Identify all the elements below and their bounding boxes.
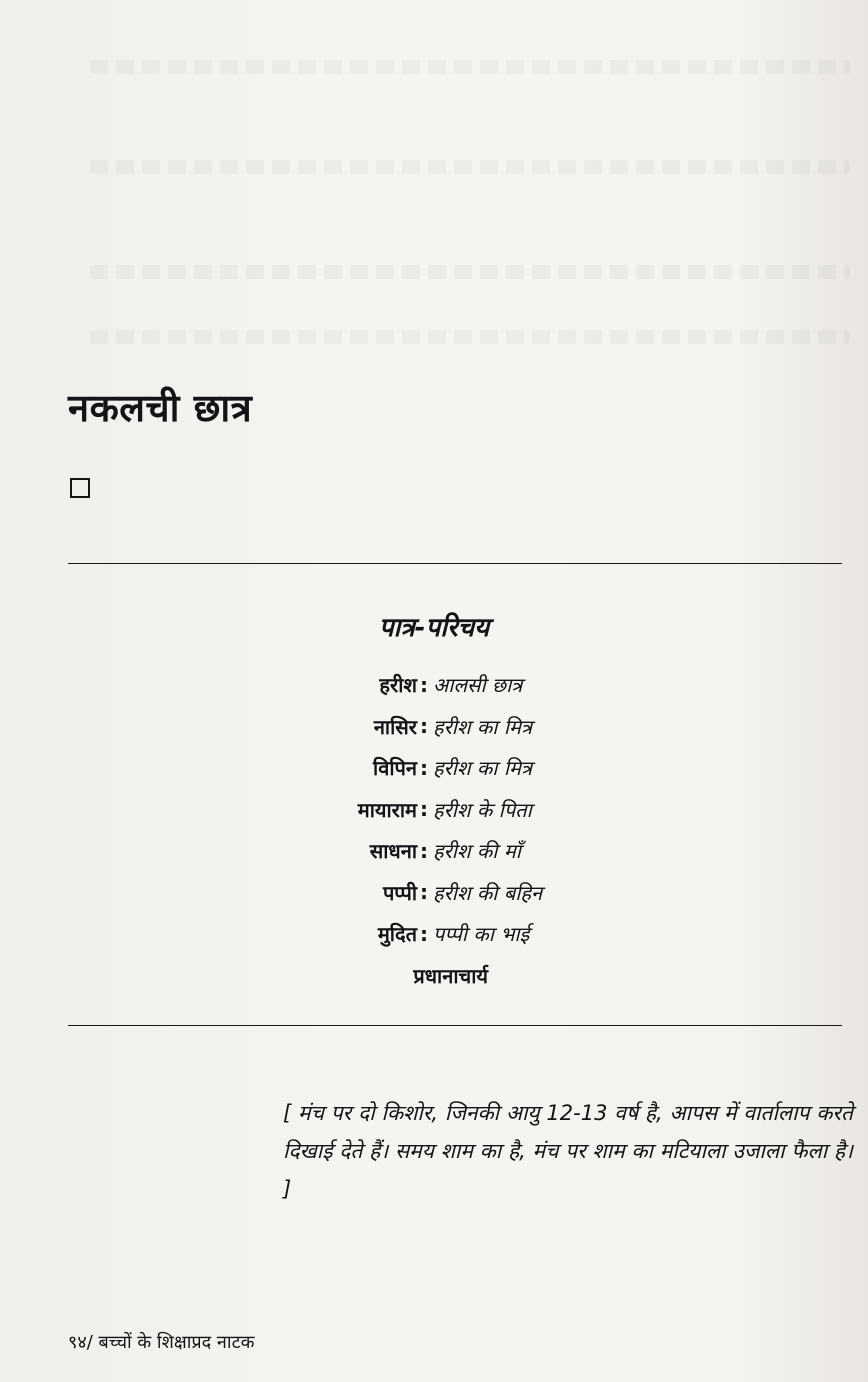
cast-item xyxy=(0,706,868,748)
cast-name: मायाराम xyxy=(357,797,417,822)
cast-role: हरीश की बहिन xyxy=(433,880,543,905)
cast-item xyxy=(0,955,868,997)
cast-item xyxy=(0,913,868,955)
cast-role: हरीश का मित्र xyxy=(433,714,533,739)
cast-separator: : xyxy=(420,880,428,905)
page-title: नकलची छात्र xyxy=(68,386,253,430)
show-through-text xyxy=(90,60,850,74)
divider xyxy=(68,1025,842,1026)
cast-item xyxy=(0,789,868,831)
cast-separator: : xyxy=(420,797,428,822)
page-footer: ९४/ बच्चों के शिक्षाप्रद नाटक xyxy=(68,1332,255,1353)
checkbox-icon xyxy=(70,478,90,498)
cast-item xyxy=(0,830,868,872)
cast-item xyxy=(0,747,868,789)
show-through-text xyxy=(90,265,850,279)
cast-name: पप्पी xyxy=(382,880,417,905)
cast-name: हरीश xyxy=(379,673,417,698)
cast-name: प्रधानाचार्य xyxy=(413,963,488,988)
show-through-text xyxy=(90,160,850,174)
cast-separator: : xyxy=(420,921,428,946)
cast-role: पप्पी का भाई xyxy=(433,922,530,947)
cast-separator: : xyxy=(420,755,428,780)
cast-list xyxy=(0,664,868,996)
cast-name: मुदित xyxy=(377,922,417,947)
cast-name: विपिन xyxy=(373,756,417,781)
cast-heading: पात्र-परिचय xyxy=(378,613,490,643)
cast-separator: : xyxy=(420,672,428,697)
cast-item xyxy=(0,872,868,914)
show-through-text xyxy=(90,330,850,344)
stage-direction: [ मंच पर दो किशोर, जिनकी आयु 12-13 वर्ष है, आपस में वार्तालाप करते दिखाई देते हैं। समय शाम का है, मंच पर शाम का मटियाला उजाला फैला है। ] xyxy=(283,1101,853,1201)
cast-item xyxy=(0,664,868,706)
cast-role: हरीश की माँ xyxy=(433,839,521,864)
cast-role: हरीश के पिता xyxy=(433,797,532,822)
cast-role: हरीश का मित्र xyxy=(433,756,533,781)
cast-role: आलसी छात्र xyxy=(433,673,523,698)
cast-separator: : xyxy=(420,838,428,863)
cast-separator: : xyxy=(420,714,428,739)
cast-name: नासिर xyxy=(373,714,417,739)
cast-name: साधना xyxy=(369,839,417,864)
divider xyxy=(68,563,842,564)
